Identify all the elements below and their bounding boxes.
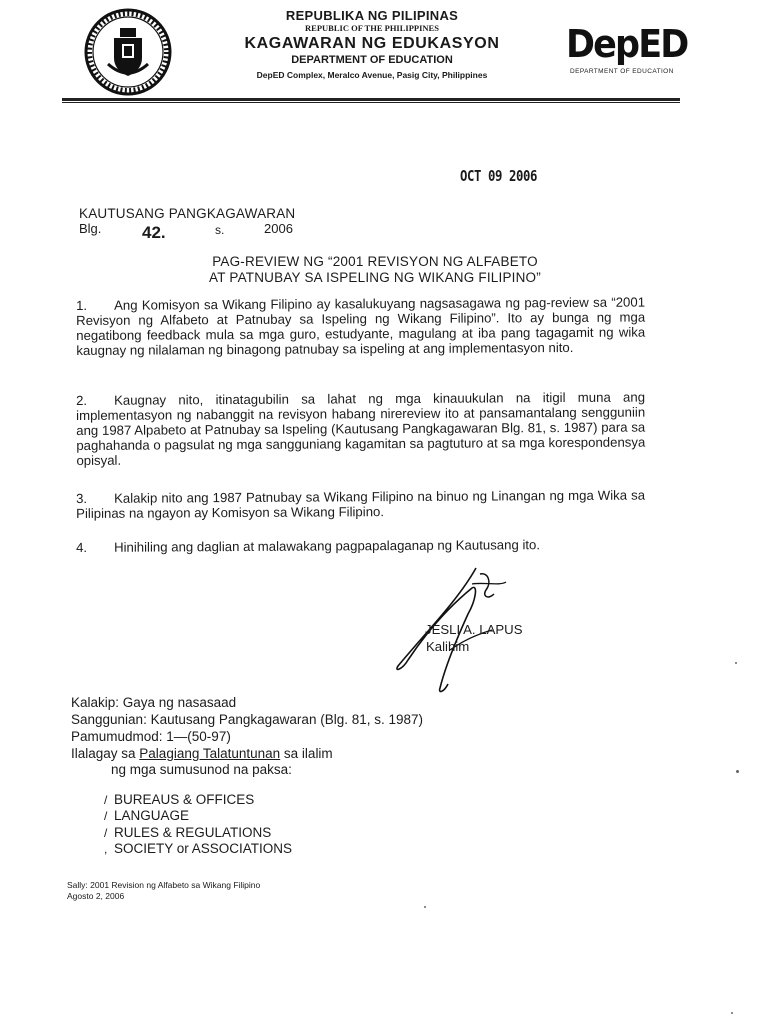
permanent-index-link: Palagiang Talatuntunan xyxy=(139,746,281,761)
paragraph-3 xyxy=(76,488,645,521)
order-number-label: Blg. xyxy=(79,221,102,236)
paragraph-number: 1. xyxy=(76,297,88,313)
date-stamp: OCT 09 2006 xyxy=(460,167,537,185)
footer-date: Agosto 2, 2006 xyxy=(67,891,125,901)
scan-speck xyxy=(424,906,426,908)
letterhead-address: DepED Complex, Meralco Avenue, Pasig City, Philippines xyxy=(256,70,488,80)
paragraph-number: 4. xyxy=(76,539,88,555)
order-title: KAUTUSANG PANGKAGAWARAN xyxy=(79,206,296,221)
scan-speck xyxy=(735,662,737,664)
subject-list xyxy=(104,792,292,858)
letterhead xyxy=(200,8,544,82)
enclosure-line: Kalakip: Gaya ng nasasaad xyxy=(71,695,237,710)
order-series-label: s. xyxy=(215,223,225,237)
filing-suffix: sa ilalim xyxy=(280,746,333,761)
letterhead-republic-english: REPUBLIC OF THE PHILIPPINES xyxy=(305,23,439,33)
subject-line-2: AT PATNUBAY SA ISPELING NG WIKANG FILIPINO” xyxy=(209,270,541,285)
paragraph-text: Ang Komisyon sa Wikang Filipino ay kasalukuyang nagsasagawa ng pag-review sa “2001 Revisyon ng Alfabeto at Patnubay sa Ispeling ng Wikang Filipino”. Ito ay bunga ng mga negatibong feedback mula sa mga guro, estudyante, magulang at iba pang tagagamit ng wika kaugnay ng nilalaman ng binagong patnubay sa ispeling at ang implementasyon nito. xyxy=(76,294,646,358)
paragraph-2 xyxy=(76,390,645,468)
paragraph-text: Kaugnay nito, itinatagubilin sa lahat ng mga kinauukulan na itigil muna ang implementasyon ng nabanggit na revisyon habang nirereview ito at pansamantalang sengguniin ang 1987 Alpabeto at Patnubay sa Ispeling (Kautusang Pangkagawaran Blg. 81, s. 1987) para sa paghahanda o pagsulat ng mga sangguniang kagamitan sa pagtuturo at sa mga korespondensya opisyal. xyxy=(76,389,646,468)
filing-prefix: Ilalagay sa xyxy=(71,746,140,761)
check-mark-icon: / xyxy=(104,793,108,807)
letterhead-department-english: DEPARTMENT OF EDUCATION xyxy=(291,54,453,66)
subject-item: / LANGUAGE xyxy=(104,808,190,824)
check-mark-icon: / xyxy=(104,825,108,840)
paragraph-text: Kalakip nito ang 1987 Patnubay sa Wikang Filipino na binuo ng Linangan ng mga Wika sa Pilipinas na ngayon ay Komisyon sa Wikang Filipino. xyxy=(76,487,646,521)
letterhead-rule-thin xyxy=(62,102,680,103)
deped-logo-wordmark: DepED xyxy=(566,22,688,66)
order-year: 2006 xyxy=(264,221,293,236)
footer-note: Sally: 2001 Revision ng Alfabeto sa Wikang Filipino xyxy=(67,880,261,890)
deped-logo xyxy=(566,16,688,86)
paragraph-number: 2. xyxy=(76,392,88,408)
subject-item: / BUREAUS & OFFICES xyxy=(104,792,255,807)
paragraph-4 xyxy=(76,537,645,555)
subject-item: / RULES & REGULATIONS xyxy=(104,824,272,840)
filing-instruction xyxy=(71,746,333,761)
filing-continuation: ng mga sumusunod na paksa: xyxy=(111,762,292,777)
letterhead-rule-thick xyxy=(62,98,680,101)
signatory-title: Kalihim xyxy=(426,639,470,654)
subject-line-1: PAG-REVIEW NG “2001 REVISYON NG ALFABETO xyxy=(212,254,538,269)
letterhead-department-filipino: KAGAWARAN NG EDUKASYON xyxy=(244,35,500,52)
scan-speck xyxy=(736,770,739,773)
letterhead-republic-filipino: REPUBLIKA NG PILIPINAS xyxy=(285,8,459,23)
scan-speck xyxy=(731,1012,733,1014)
reference-line: Sanggunian: Kautusang Pangkagawaran (Blg. 81, s. 1987) xyxy=(71,712,424,727)
paragraph-text: Hinihiling ang daglian at malawakang pagpapalaganap ng Kautusang ito. xyxy=(113,537,541,555)
paragraph-1 xyxy=(76,295,645,358)
signatory-name: JESLI A. LAPUS xyxy=(425,622,523,637)
paragraph-number: 3. xyxy=(76,490,88,506)
check-mark-icon: , xyxy=(104,842,108,857)
distribution-line: Pamumudmod: 1—(50-97) xyxy=(71,729,231,744)
order-number: 42. xyxy=(142,223,166,242)
order-subject xyxy=(190,254,560,286)
check-mark-icon: / xyxy=(104,809,108,824)
department-seal-logo xyxy=(84,8,172,96)
subject-item: , SOCIETY or ASSOCIATIONS xyxy=(104,841,293,857)
deped-logo-tagline: DEPARTMENT OF EDUCATION xyxy=(570,68,674,75)
